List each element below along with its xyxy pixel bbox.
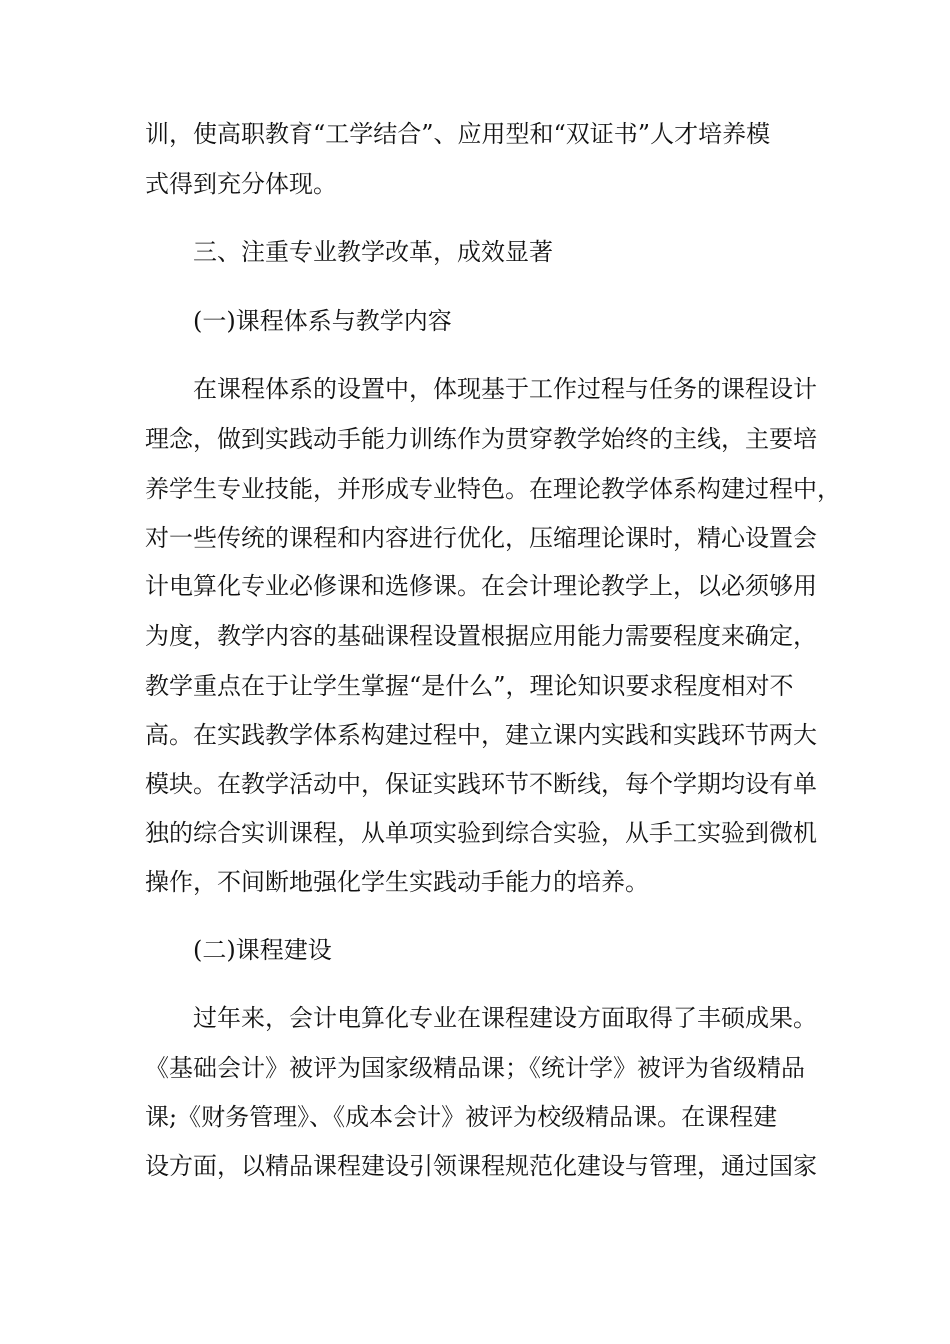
paragraph-line: 理念，做到实践动手能力训练作为贯穿教学始终的主线，主要培 xyxy=(145,425,817,453)
paragraph-line: 对一些传统的课程和内容进行优化，压缩理论课时，精心设置会 xyxy=(145,524,817,552)
paragraph-line: 在课程体系的设置中，体现基于工作过程与任务的课程设计 xyxy=(193,375,817,403)
paragraph-line: 教学重点在于让学生掌握“是什么”，理论知识要求程度相对不 xyxy=(145,672,794,700)
section-heading: 三、注重专业教学改革，成效显著 xyxy=(193,238,553,266)
paragraph-line: 独的综合实训课程，从单项实验到综合实验，从手工实验到微机 xyxy=(145,819,817,847)
paragraph-line: 高。在实践教学体系构建过程中，建立课内实践和实践环节两大 xyxy=(145,721,817,749)
subsection-heading: (二)课程建设 xyxy=(193,936,332,964)
paragraph-line: 训，使高职教育“工学结合”、应用型和“双证书”人才培养模 xyxy=(145,120,771,148)
paragraph-line: 为度，教学内容的基础课程设置根据应用能力需要程度来确定， xyxy=(145,622,817,650)
paragraph-line: 模块。在教学活动中，保证实践环节不断线，每个学期均设有单 xyxy=(145,770,817,798)
paragraph-line: 计电算化专业必修课和选修课。在会计理论教学上，以必须够用 xyxy=(145,572,817,600)
paragraph-line: 课;《财务管理》、《成本会计》被评为校级精品课。在课程建 xyxy=(145,1103,778,1131)
paragraph-line: 操作，不间断地强化学生实践动手能力的培养。 xyxy=(145,868,649,896)
paragraph-line: 设方面，以精品课程建设引领课程规范化建设与管理，通过国家 xyxy=(145,1152,817,1180)
paragraph-line: 式得到充分体现。 xyxy=(145,170,337,198)
paragraph-line: 过年来，会计电算化专业在课程建设方面取得了丰硕成果。 xyxy=(193,1004,817,1032)
subsection-heading: (一)课程体系与教学内容 xyxy=(193,307,452,335)
paragraph-line: 养学生专业技能，并形成专业特色。在理论教学体系构建过程中， xyxy=(145,475,841,503)
paragraph-line: 《基础会计》被评为国家级精品课；《统计学》被评为省级精品 xyxy=(145,1054,805,1082)
